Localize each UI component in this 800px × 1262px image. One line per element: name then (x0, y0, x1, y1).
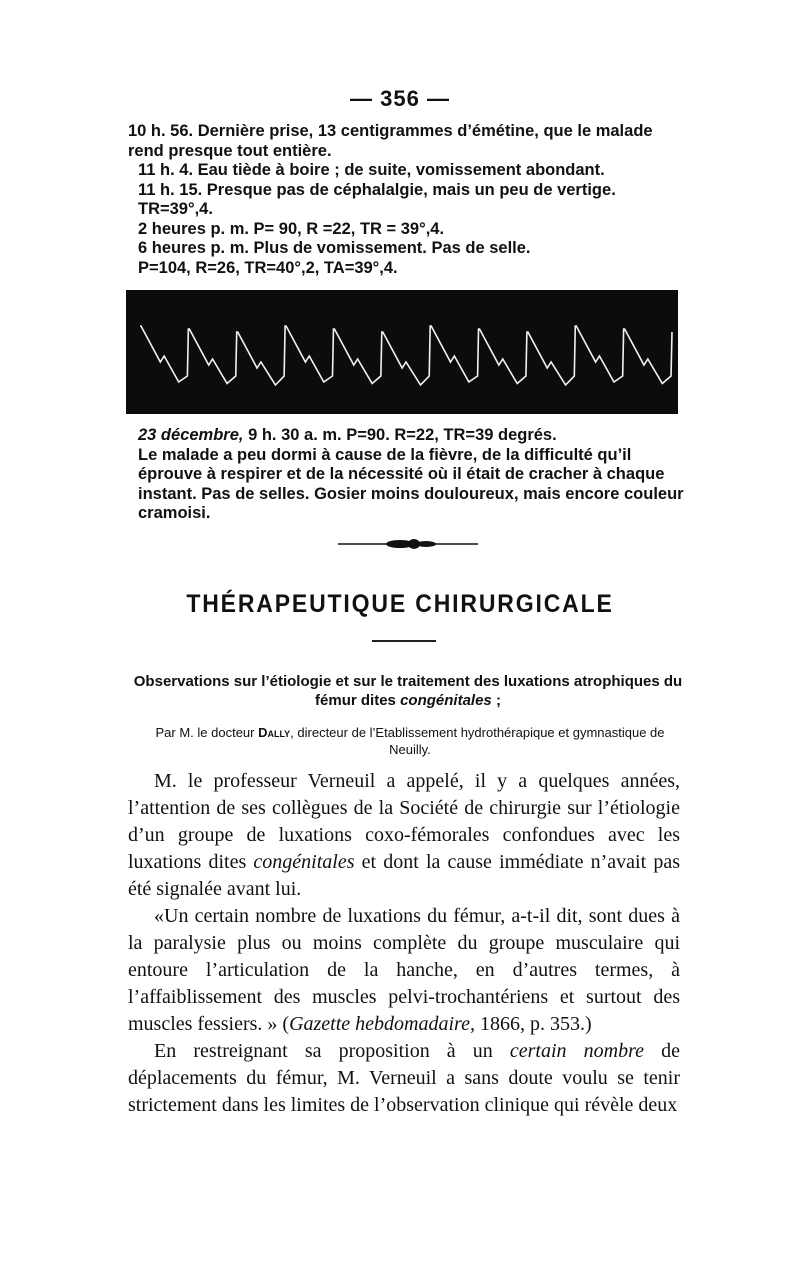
article-title-italic: congénitales (400, 692, 492, 709)
note-line: 11 h. 15. Presque pas de céphalalgie, mais un peu de vertige. TR=39°,4. (138, 180, 616, 218)
paragraph-italic: congénitales (253, 851, 355, 873)
paragraph (128, 903, 680, 1038)
paragraph (128, 1038, 680, 1119)
byline-rest: , directeur de l’Etablissement hydrothérapique et gymnastique de Neuilly. (290, 725, 665, 757)
note-line: P=104, R=26, TR=40°,2, TA=39°,4. (138, 258, 398, 277)
paragraph-text: «Un certain nombre de luxations du fémur, a-t-il dit, sont dues à la paralysie plus ou moins complète du groupe musculaire qui entoure l’articulation de la hanche, en d’autres termes, à l’affaiblissement des muscles pelvi-trochantériens et surtout des muscles fessiers. » ( (128, 905, 680, 1035)
note-line: 2 heures p. m. P= 90, R =22, TR = 39°,4. (138, 219, 445, 238)
article-body (128, 768, 680, 1119)
paragraph-text: 1866, p. 353.) (474, 1013, 592, 1035)
byline-prefix: Par M. le docteur (155, 725, 259, 740)
article-title-text: Observations sur l’étiologie et sur le traitement des luxations atrophiques du fémur dites (133, 673, 683, 709)
note-line: 11 h. 4. Eau tiède à boire ; de suite, vomissement abondant. (138, 161, 605, 179)
paragraph-text: M. le professeur Verneuil a appelé, il y a quelques années, l’attention de ses collègues de la Société de chirurgie sur l’étiologie d’un groupe de luxations coxo-fémorales confondues avec les luxations dites (128, 770, 680, 873)
paragraph-italic: Gazette hebdomadaire, (289, 1013, 475, 1035)
paragraph-italic: certain nombre (509, 1040, 645, 1062)
paragraph-text: et dont la cause immédiate n’avait pas été signalée avant lui. (128, 851, 680, 900)
december-notes (128, 426, 688, 524)
article-title (120, 672, 696, 710)
paragraph-text: En restreignant sa proposition à un (154, 1040, 510, 1062)
paragraph-text: de déplacements du fémur, M. Verneuil a sans doute voulu se tenir strictement dans les limites de l’observation clinique qui révèle deux (128, 1040, 680, 1116)
byline (150, 724, 670, 758)
pulse-trace-line (140, 326, 672, 385)
note-line: 6 heures p. m. Plus de vomissement. Pas de selle. (138, 239, 531, 257)
article-title-end: ; (491, 692, 501, 709)
paragraph (128, 768, 680, 903)
observation-text: Le malade a peu dormi à cause de la fièvre, de la difficulté qu’il éprouve à respirer et de la nécessité où il était de cracher à chaque instant. Pas de selles. Gosier moins douloureux, mais encore couleur cramoisi. (138, 445, 684, 522)
author-name: Dally (258, 725, 291, 740)
date-readings: 9 h. 30 a. m. P=90. R=22, TR=39 degrés. (243, 426, 557, 444)
pulse-trace-graphic (126, 290, 678, 414)
page-number: — 356 — (350, 86, 450, 111)
section-title: THÉRAPEUTIQUE CHIRURGICALE (186, 590, 614, 618)
ornament-divider (338, 536, 478, 552)
note-line: 10 h. 56. Dernière prise, 13 centigrammes d’émétine, que le malade rend presque tout entière. (128, 122, 653, 160)
title-rule (372, 640, 436, 642)
date-label: 23 décembre, (138, 426, 244, 444)
clinical-notes (128, 122, 688, 278)
pulse-trace-image (126, 290, 678, 414)
date-line (128, 426, 688, 446)
